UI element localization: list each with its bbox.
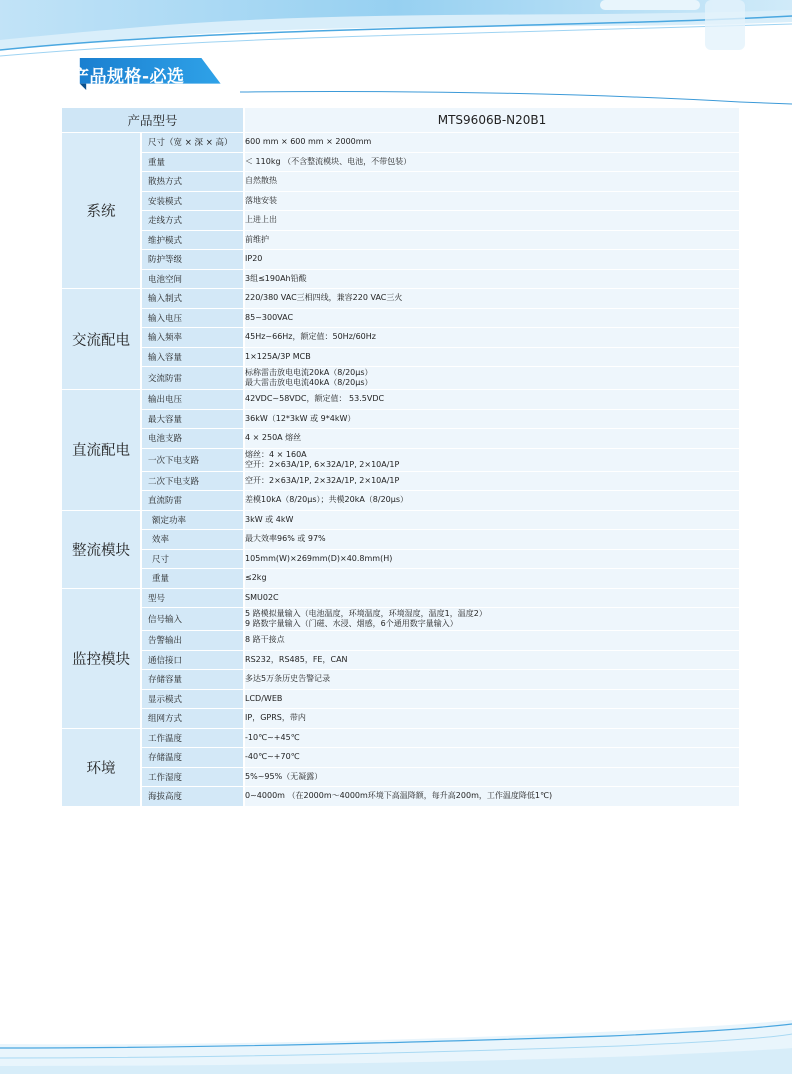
spec-value-line: IP20: [245, 254, 263, 264]
spec-value-line: 4 × 250A 熔丝: [245, 433, 302, 443]
spec-key: 通信接口: [142, 651, 245, 671]
category-label: 整流模块: [62, 511, 142, 589]
spec-value: [245, 231, 739, 251]
spec-value-line: ＜ 110kg （不含整流模块、电池，不带包装）: [245, 156, 412, 166]
spec-value: [245, 748, 739, 768]
spec-value-line: -40℃~+70℃: [245, 752, 300, 762]
table-row: [62, 172, 739, 192]
category-label: 交流配电: [62, 289, 142, 390]
spec-value-line: 42VDC~58VDC，额定值： 53.5VDC: [245, 394, 385, 404]
table-row: [62, 133, 739, 153]
spec-value-line: 600 mm × 600 mm × 2000mm: [245, 137, 372, 147]
spec-key: 信号输入: [142, 608, 245, 631]
spec-value-line: 熔丝：4 × 160A: [245, 449, 307, 459]
spec-value-line: 0~4000m （在2000m～4000m环境下高温降额，每升高200m，工作温度降低1℃): [245, 791, 553, 801]
table-row: [62, 491, 739, 511]
spec-value: [245, 651, 739, 671]
table-row: [62, 231, 739, 251]
spec-value-line: 落地安装: [245, 195, 278, 205]
spec-key: 二次下电支路: [142, 472, 245, 492]
spec-key: 安装模式: [142, 192, 245, 212]
table-row: [62, 211, 739, 231]
table-row: [62, 787, 739, 807]
spec-value-line: 多达5万条历史告警记录: [245, 674, 331, 684]
spec-value: [245, 133, 739, 153]
spec-key: 交流防雷: [142, 367, 245, 390]
table-row: [62, 429, 739, 449]
table-row: [62, 367, 739, 390]
spec-value-line: 85~300VAC: [245, 312, 294, 322]
spec-key: 重量: [142, 153, 245, 173]
spec-key: 重量: [142, 569, 245, 589]
category-label: 直流配电: [62, 390, 142, 511]
spec-value: [245, 211, 739, 231]
spec-value-line: 8 路干接点: [245, 635, 285, 645]
spec-key: 组网方式: [142, 709, 245, 729]
spec-value: [245, 569, 739, 589]
spec-key: 电池空间: [142, 270, 245, 290]
spec-value-line: 5 路模拟量输入（电池温度，环境温度，环境湿度，温度1，温度2）: [245, 609, 487, 618]
spec-value-line: 前维护: [245, 234, 270, 244]
banner-title: 产品规格-必选: [72, 67, 185, 87]
header-row: [62, 108, 739, 133]
spec-key: 工作湿度: [142, 768, 245, 788]
spec-value: [245, 491, 739, 511]
spec-key: 直流防雷: [142, 491, 245, 511]
spec-value-line: SMU02C: [245, 592, 279, 602]
spec-key: 输入容量: [142, 348, 245, 368]
spec-key: 维护模式: [142, 231, 245, 251]
spec-value-line: -10℃~+45℃: [245, 732, 300, 742]
model-label: 产品型号: [62, 108, 245, 133]
table-row: [62, 289, 739, 309]
spec-value: [245, 309, 739, 329]
spec-value-line: 5%~95%（无凝露）: [245, 771, 323, 781]
table-row: [62, 390, 739, 410]
spec-value: [245, 172, 739, 192]
category-label: 系统: [62, 133, 142, 289]
spec-value-line: 标称雷击放电电流20kA（8/20μs）: [245, 368, 373, 377]
spec-key: 输入制式: [142, 289, 245, 309]
spec-value: [245, 670, 739, 690]
spec-value: [245, 348, 739, 368]
spec-key: 海拔高度: [142, 787, 245, 807]
spec-key: 防护等级: [142, 250, 245, 270]
spec-key: 一次下电支路: [142, 449, 245, 472]
table-row: [62, 589, 739, 609]
spec-key: 输入频率: [142, 328, 245, 348]
table-row: [62, 410, 739, 430]
spec-key: 存储容量: [142, 670, 245, 690]
spec-value-line: ≤2kg: [245, 573, 267, 583]
table-row: [62, 651, 739, 671]
spec-value: [245, 429, 739, 449]
spec-key: 告警输出: [142, 631, 245, 651]
category-label: 监控模块: [62, 589, 142, 729]
spec-value: [245, 608, 739, 631]
spec-value-line: RS232，RS485，FE，CAN: [245, 654, 348, 664]
table-row: [62, 550, 739, 570]
spec-value: [245, 250, 739, 270]
spec-value: [245, 530, 739, 550]
spec-value: [245, 768, 739, 788]
table-row: [62, 309, 739, 329]
spec-value-line: 3kW 或 4kW: [245, 514, 294, 524]
table-row: [62, 192, 739, 212]
spec-key: 最大容量: [142, 410, 245, 430]
spec-key: 散热方式: [142, 172, 245, 192]
spec-value-line: 空开：2×63A/1P, 6×32A/1P, 2×10A/1P: [245, 459, 400, 469]
spec-value: [245, 390, 739, 410]
table-row: [62, 530, 739, 550]
spec-key: 电池支路: [142, 429, 245, 449]
spec-key: 走线方式: [142, 211, 245, 231]
spec-key: 型号: [142, 589, 245, 609]
spec-value: [245, 709, 739, 729]
spec-value-line: 220/380 VAC三相四线，兼容220 VAC三火: [245, 293, 403, 303]
spec-value: [245, 328, 739, 348]
spec-value: [245, 449, 739, 472]
spec-value: [245, 289, 739, 309]
spec-value: [245, 631, 739, 651]
spec-value: [245, 270, 739, 290]
spec-value-line: 自然散热: [245, 176, 278, 186]
table-row: [62, 472, 739, 492]
spec-value-line: 3组≤190Ah铅酸: [245, 273, 307, 283]
spec-key: 显示模式: [142, 690, 245, 710]
category-label: 环境: [62, 729, 142, 807]
spec-value-line: 45Hz~66Hz，额定值：50Hz/60Hz: [245, 332, 376, 342]
table-row: [62, 250, 739, 270]
table-row: [62, 153, 739, 173]
table-row: [62, 729, 739, 749]
model-value: MTS9606B-N20B1: [245, 108, 739, 133]
spec-value-line: 最大效率96% 或 97%: [245, 534, 326, 544]
spec-value: [245, 787, 739, 807]
spec-value: [245, 153, 739, 173]
spec-value-line: 105mm(W)×269mm(D)×40.8mm(H): [245, 553, 393, 563]
bottom-wave-decoration: [0, 1000, 792, 1074]
spec-key: 效率: [142, 530, 245, 550]
table-row: [62, 569, 739, 589]
table-row: [62, 690, 739, 710]
spec-value: [245, 550, 739, 570]
spec-table: [62, 108, 739, 807]
table-row: [62, 670, 739, 690]
table-row: [62, 328, 739, 348]
table-row: [62, 511, 739, 531]
spec-value: [245, 472, 739, 492]
table-row: [62, 748, 739, 768]
table-row: [62, 270, 739, 290]
spec-key: 存储温度: [142, 748, 245, 768]
spec-value: [245, 511, 739, 531]
spec-value-line: 空开：2×63A/1P, 2×32A/1P, 2×10A/1P: [245, 475, 400, 485]
spec-key: 尺寸（宽 × 深 × 高）: [142, 133, 245, 153]
spec-key: 额定功率: [142, 511, 245, 531]
spec-value-line: 差模10kA（8/20μs）；共模20kA（8/20μs）: [245, 495, 409, 505]
spec-value: [245, 690, 739, 710]
spec-value-line: 36kW（12*3kW 或 9*4kW）: [245, 413, 356, 423]
spec-value: [245, 367, 739, 390]
spec-key: 输出电压: [142, 390, 245, 410]
table-row: [62, 348, 739, 368]
spec-value: [245, 410, 739, 430]
spec-key: 尺寸: [142, 550, 245, 570]
spec-value-line: LCD/WEB: [245, 693, 283, 703]
table-row: [62, 449, 739, 472]
table-row: [62, 608, 739, 631]
spec-key: 输入电压: [142, 309, 245, 329]
spec-value-line: 最大雷击放电电流40kA（8/20μs）: [245, 378, 373, 387]
spec-value-line: 9 路数字量输入（门磁、水浸、烟感，6个通用数字量输入）: [245, 619, 458, 628]
table-row: [62, 709, 739, 729]
table-row: [62, 631, 739, 651]
spec-value-line: IP，GPRS，带内: [245, 713, 306, 723]
table-row: [62, 768, 739, 788]
spec-value: [245, 192, 739, 212]
spec-value-line: 上进上出: [245, 215, 278, 225]
spec-value-line: 1×125A/3P MCB: [245, 351, 311, 361]
spec-value: [245, 589, 739, 609]
spec-value: [245, 729, 739, 749]
spec-key: 工作温度: [142, 729, 245, 749]
